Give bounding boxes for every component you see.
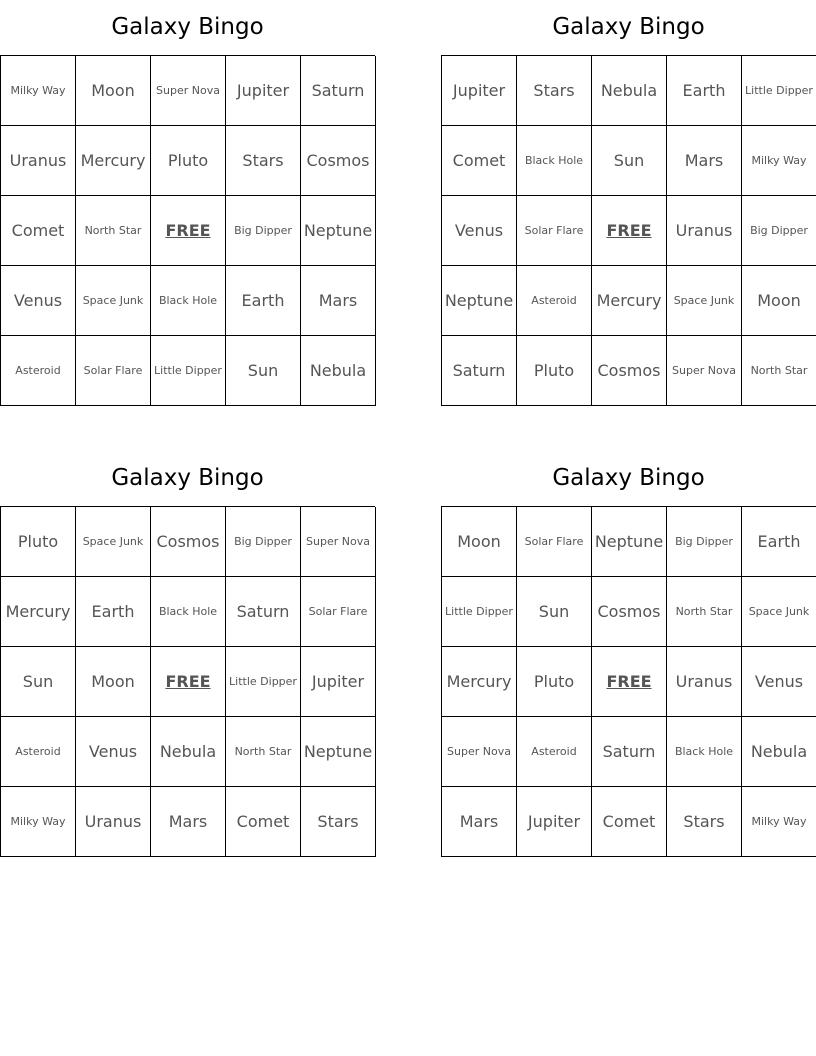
- bingo-cell: Pluto: [517, 647, 592, 717]
- bingo-cell: Big Dipper: [667, 507, 742, 577]
- free-cell: FREE: [151, 647, 226, 717]
- bingo-cell: Stars: [226, 126, 301, 196]
- bingo-cell: Comet: [1, 196, 76, 266]
- bingo-cell: Space Junk: [742, 577, 816, 647]
- bingo-cell: Sun: [1, 647, 76, 717]
- bingo-cell: Milky Way: [742, 787, 816, 857]
- bingo-cell: Space Junk: [76, 266, 151, 336]
- bingo-cell: Uranus: [667, 647, 742, 717]
- bingo-cell: Asteroid: [517, 266, 592, 336]
- bingo-cell: Asteroid: [1, 336, 76, 406]
- bingo-cell: Jupiter: [301, 647, 376, 717]
- bingo-cell: Neptune: [592, 507, 667, 577]
- bingo-cell: Nebula: [742, 717, 816, 787]
- bingo-cell: Little Dipper: [742, 56, 816, 126]
- bingo-cell: Mars: [301, 266, 376, 336]
- bingo-cell: North Star: [667, 577, 742, 647]
- free-cell: FREE: [151, 196, 226, 266]
- bingo-cell: Uranus: [667, 196, 742, 266]
- card-title: Galaxy Bingo: [552, 14, 705, 40]
- bingo-cell: Black Hole: [517, 126, 592, 196]
- bingo-cell: Sun: [517, 577, 592, 647]
- bingo-grid: [441, 506, 816, 857]
- bingo-cell: Moon: [442, 507, 517, 577]
- bingo-grid: [441, 55, 816, 406]
- bingo-cell: Space Junk: [667, 266, 742, 336]
- bingo-cell: Jupiter: [226, 56, 301, 126]
- bingo-cell: Nebula: [301, 336, 376, 406]
- card-title: Galaxy Bingo: [111, 465, 264, 491]
- bingo-cell: Venus: [742, 647, 816, 717]
- bingo-cell: Neptune: [301, 196, 376, 266]
- bingo-cell: Cosmos: [592, 577, 667, 647]
- bingo-cell: Super Nova: [667, 336, 742, 406]
- bingo-cell: Black Hole: [151, 577, 226, 647]
- bingo-cell: Jupiter: [517, 787, 592, 857]
- bingo-cell: Milky Way: [742, 126, 816, 196]
- bingo-cell: Comet: [442, 126, 517, 196]
- bingo-grid: [0, 506, 375, 857]
- bingo-cell: Uranus: [1, 126, 76, 196]
- bingo-cell: Asteroid: [517, 717, 592, 787]
- bingo-cell: Solar Flare: [76, 336, 151, 406]
- bingo-cell: Solar Flare: [517, 196, 592, 266]
- bingo-cell: Saturn: [301, 56, 376, 126]
- bingo-cell: Uranus: [76, 787, 151, 857]
- bingo-cell: North Star: [76, 196, 151, 266]
- bingo-cell: Solar Flare: [517, 507, 592, 577]
- bingo-cell: Moon: [742, 266, 816, 336]
- card-title: Galaxy Bingo: [552, 465, 705, 491]
- bingo-cell: Saturn: [226, 577, 301, 647]
- bingo-cell: North Star: [226, 717, 301, 787]
- bingo-cell: Pluto: [151, 126, 226, 196]
- free-cell: FREE: [592, 647, 667, 717]
- bingo-cell: Milky Way: [1, 787, 76, 857]
- bingo-cell: Mercury: [1, 577, 76, 647]
- bingo-cell: Black Hole: [667, 717, 742, 787]
- bingo-cell: Mercury: [76, 126, 151, 196]
- bingo-cell: Earth: [226, 266, 301, 336]
- bingo-cell: Little Dipper: [151, 336, 226, 406]
- bingo-cell: Saturn: [442, 336, 517, 406]
- bingo-grid: [0, 55, 375, 406]
- bingo-cell: Neptune: [442, 266, 517, 336]
- bingo-cell: Saturn: [592, 717, 667, 787]
- bingo-cell: Nebula: [151, 717, 226, 787]
- bingo-cell: Earth: [667, 56, 742, 126]
- bingo-cell: Mercury: [442, 647, 517, 717]
- bingo-cell: Pluto: [1, 507, 76, 577]
- bingo-cell: Cosmos: [151, 507, 226, 577]
- bingo-cell: Big Dipper: [226, 507, 301, 577]
- bingo-cell: Black Hole: [151, 266, 226, 336]
- bingo-cell: Stars: [517, 56, 592, 126]
- bingo-cell: Sun: [226, 336, 301, 406]
- bingo-cell: Venus: [1, 266, 76, 336]
- bingo-cell: Earth: [76, 577, 151, 647]
- bingo-cell: Cosmos: [301, 126, 376, 196]
- bingo-cell: Mercury: [592, 266, 667, 336]
- bingo-cell: Cosmos: [592, 336, 667, 406]
- bingo-cell: Asteroid: [1, 717, 76, 787]
- bingo-cell: Mars: [151, 787, 226, 857]
- bingo-cell: Big Dipper: [742, 196, 816, 266]
- bingo-cell: Jupiter: [442, 56, 517, 126]
- bingo-cell: Earth: [742, 507, 816, 577]
- bingo-cell: Super Nova: [151, 56, 226, 126]
- bingo-cell: Super Nova: [301, 507, 376, 577]
- bingo-cell: Milky Way: [1, 56, 76, 126]
- bingo-cell: Neptune: [301, 717, 376, 787]
- bingo-cell: Mars: [667, 126, 742, 196]
- bingo-cell: Moon: [76, 647, 151, 717]
- bingo-cell: Stars: [301, 787, 376, 857]
- bingo-cell: Sun: [592, 126, 667, 196]
- bingo-cell: Super Nova: [442, 717, 517, 787]
- bingo-cell: Nebula: [592, 56, 667, 126]
- bingo-cell: Little Dipper: [226, 647, 301, 717]
- bingo-cell: Venus: [76, 717, 151, 787]
- bingo-cell: Venus: [442, 196, 517, 266]
- bingo-cell: Mars: [442, 787, 517, 857]
- bingo-cell: Pluto: [517, 336, 592, 406]
- bingo-cell: Big Dipper: [226, 196, 301, 266]
- bingo-cell: Little Dipper: [442, 577, 517, 647]
- bingo-cell: North Star: [742, 336, 816, 406]
- bingo-cell: Solar Flare: [301, 577, 376, 647]
- bingo-cell: Comet: [592, 787, 667, 857]
- bingo-cell: Moon: [76, 56, 151, 126]
- free-cell: FREE: [592, 196, 667, 266]
- bingo-cell: Space Junk: [76, 507, 151, 577]
- card-title: Galaxy Bingo: [111, 14, 264, 40]
- bingo-cell: Comet: [226, 787, 301, 857]
- bingo-cell: Stars: [667, 787, 742, 857]
